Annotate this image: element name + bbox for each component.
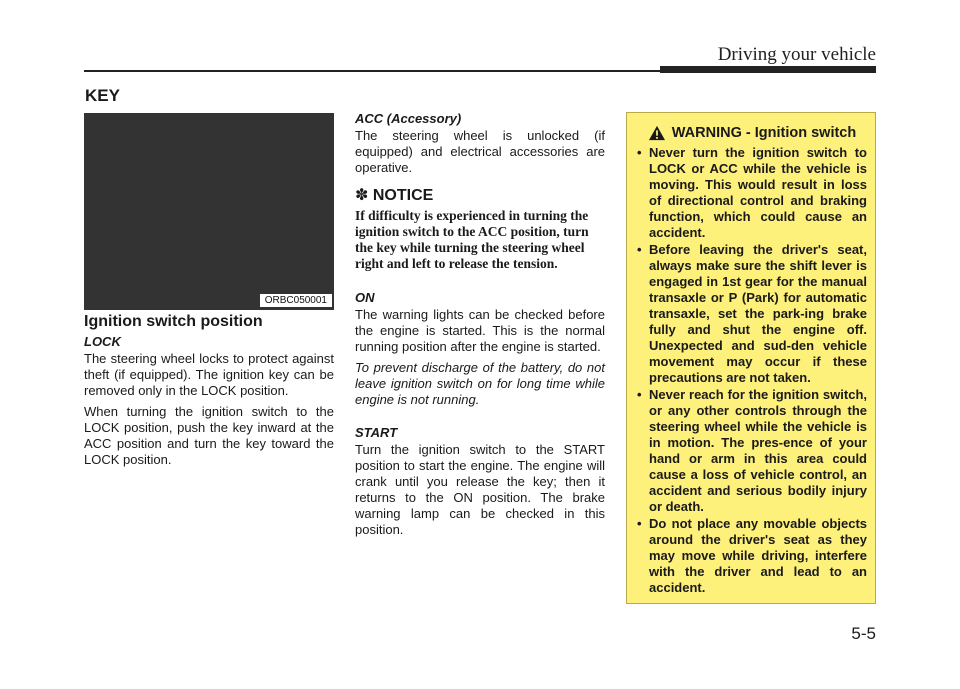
warning-item — [637, 387, 867, 515]
lock-text: The steering wheel locks to protect against theft (if equipped). The ignition key can be removed only in the LOCK position. — [84, 351, 334, 398]
warning-item — [637, 242, 867, 386]
warning-box — [626, 112, 876, 604]
warning-triangle-icon — [648, 125, 666, 141]
on-text: The warning lights can be checked before the engine is started. This is the normal running position after the engine is started. — [355, 307, 605, 354]
column-left — [84, 314, 334, 473]
on-label: ON — [355, 290, 375, 305]
warning-item-text: Do not place any movable objects around the driver's seat as they may move while driving, interfere with the driver and lead to an accident. — [649, 516, 867, 595]
header-rule-accent — [660, 66, 876, 73]
figure-caption: ORBC050001 — [260, 294, 332, 307]
bullet-glyph: • — [637, 516, 642, 531]
acc-label: ACC (Accessory) — [355, 111, 462, 126]
warning-header — [637, 125, 867, 141]
column-middle — [355, 111, 605, 543]
ignition-photo — [84, 113, 334, 310]
ignition-heading: Ignition switch position — [84, 313, 263, 330]
warning-item-text: Before leaving the driver's seat, always make sure the shift lever is engaged in 1st gear for the manual transaxle or P (Park) for automatic transaxle, set the park-ing brake fully and shut the engine off. Unexpected and sud-den vehicle movement may occur if these precautions are not taken. — [649, 242, 867, 385]
bullet-glyph: • — [637, 145, 642, 160]
bullet-glyph: • — [637, 242, 642, 257]
lock-text-2: When turning the ignition switch to the LOCK position, push the key inward at the ACC position and turn the key toward the LOCK position. — [84, 404, 334, 467]
section-title: KEY — [85, 86, 120, 105]
warning-item-text: Never turn the ignition switch to LOCK or ACC while the vehicle is moving. This would result in loss of directional control and braking function, which could cause an accident. — [649, 145, 867, 240]
header-rule — [84, 70, 664, 72]
page-number: 5-5 — [851, 624, 876, 643]
acc-text: The steering wheel is unlocked (if equipped) and electrical accessories are operative. — [355, 128, 605, 175]
warning-item-text: Never reach for the ignition switch, or any other controls through the steering wheel while the vehicle is in motion. The pres-ence of your hand or arm in this area could cause a loss of vehicle control, an accident and serious bodily injury or death. — [649, 387, 867, 514]
bullet-glyph: • — [637, 387, 642, 402]
notice-text: If difficulty is experienced in turning the ignition switch to the ACC position, turn the key while turning the steering wheel right and left to release the tension. — [355, 208, 589, 271]
start-text: Turn the ignition switch to the START position to start the engine. The engine will crank until you release the key; then it returns to the ON position. The brake warning lamp can be checked in this position. — [355, 442, 605, 537]
warning-item — [637, 145, 867, 241]
on-note: To prevent discharge of the battery, do not leave ignition switch on for long time while engine is not running. — [355, 360, 605, 407]
warning-item — [637, 516, 867, 596]
start-label: START — [355, 425, 398, 440]
warning-list — [637, 145, 867, 596]
warning-title: WARNING - Ignition switch — [671, 125, 857, 141]
notice-title: ✽ NOTICE — [355, 187, 434, 204]
chapter-title: Driving your vehicle — [717, 44, 876, 65]
lock-label: LOCK — [84, 334, 121, 349]
